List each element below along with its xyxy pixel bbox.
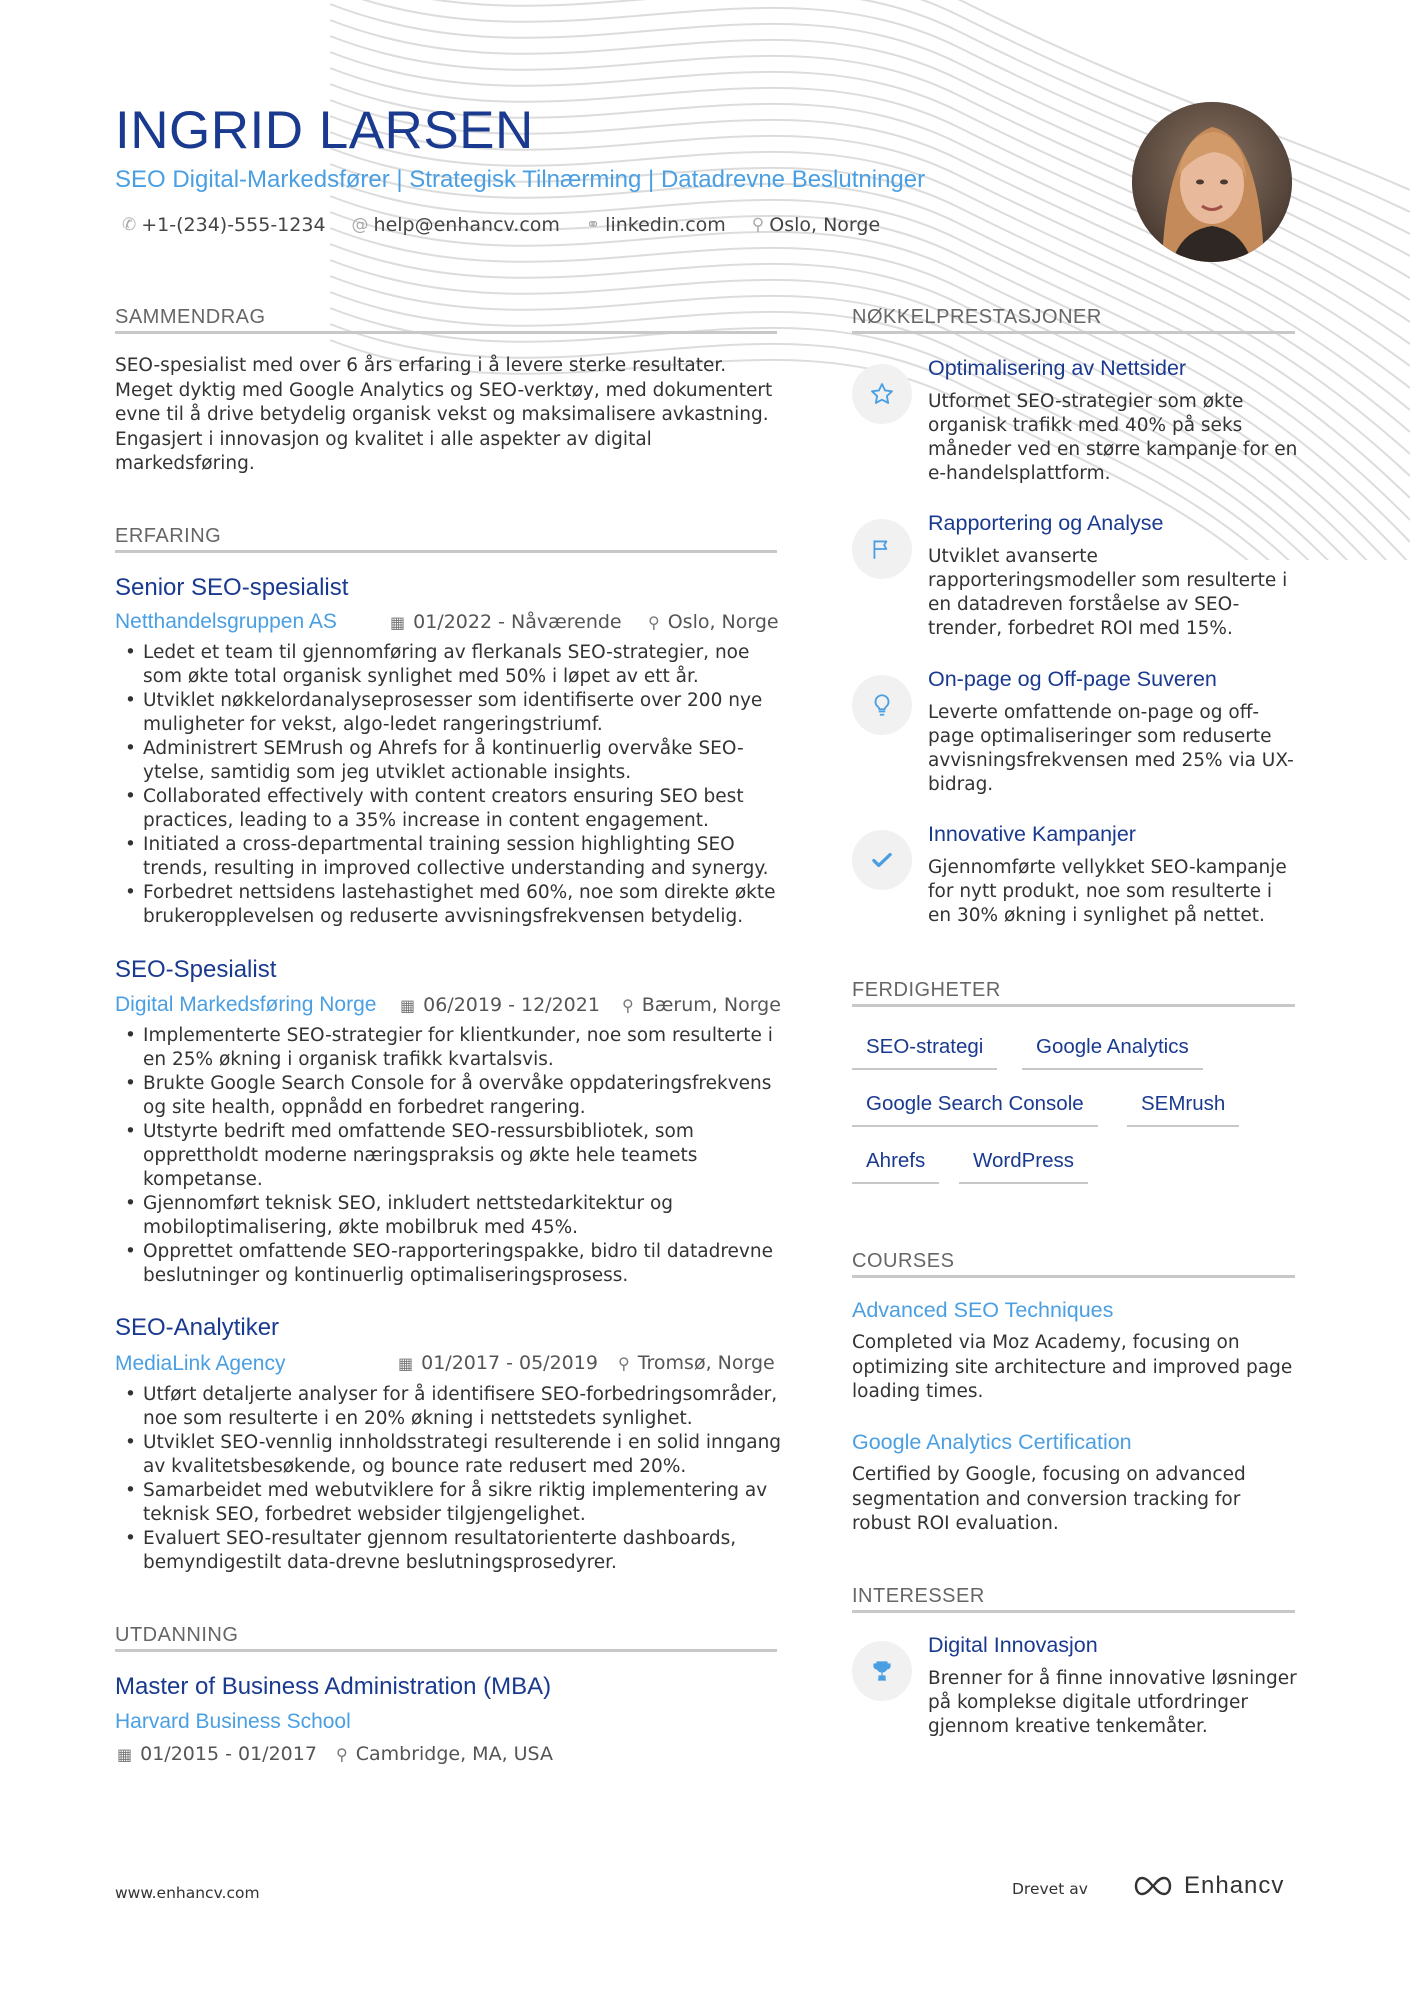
at-icon: @ (351, 215, 369, 235)
achievement-desc: Utviklet avanserte rapporteringsmodeller som resulterte i en datadreven forståelse av SEO- trender, forbedret ROI med 15%. (928, 546, 1288, 639)
section-title-achievements: NØKKELPRESTASJONER (852, 306, 1102, 328)
job-dates: ▦ 06/2019 - 12/2021 (400, 994, 600, 1016)
skill-tag: WordPress (959, 1149, 1088, 1184)
list-item: • Implementerte SEO-strategier for klientkunder, noe som resulterte i en 25% økning i organisk trafikk kvartalsvis. (115, 1024, 795, 1072)
achievement-item (852, 356, 1297, 496)
location-pin-icon: ⚲ (336, 1744, 348, 1764)
degree-title: Master of Business Administration (MBA) (115, 1673, 552, 1700)
education-location: ⚲ Cambridge, MA, USA (336, 1743, 553, 1765)
contact-location (752, 214, 880, 236)
achievement-desc: Utformet SEO-strategier som økte organisk trafikk med 40% på seks måneder ved en større kampanje for en e-handelsplattform. (928, 391, 1298, 484)
section-rule (852, 1275, 1295, 1278)
section-rule (115, 331, 777, 334)
flag-icon (852, 519, 912, 579)
achievement-title: On-page og Off-page Suveren (928, 667, 1217, 691)
company-name: MediaLink Agency (115, 1352, 286, 1375)
job-location: ⚲ Bærum, Norge (622, 994, 781, 1016)
job-bullets (115, 641, 795, 929)
linkedin-text: linkedin.com (605, 214, 726, 236)
course-title: Advanced SEO Techniques (852, 1298, 1114, 1322)
list-item: • Utviklet nøkkelordanalyseprosesser som identifiserte over 200 nye muligheter for vekst, algo-ledet rangeringstriumf. (115, 689, 795, 737)
list-item: • Brukte Google Search Console for å overvåke oppdateringsfrekvens og site health, oppnådd en forbedret rangering. (115, 1072, 795, 1120)
school-name: Harvard Business School (115, 1710, 351, 1733)
company-name: Netthandelsgruppen AS (115, 610, 337, 633)
skill-tag: Google Analytics (1022, 1035, 1203, 1070)
job-location: ⚲ Oslo, Norge (648, 611, 779, 633)
list-item: • Ledet et team til gjennomføring av flerkanals SEO-strategier, noe som økte total organisk synlighet med 50% i løpet av ett år. (115, 641, 795, 689)
section-rule (115, 1649, 777, 1652)
summary-text (115, 354, 795, 477)
portrait-photo (1132, 102, 1292, 262)
star-icon (852, 364, 912, 424)
company-name: Digital Markedsføring Norge (115, 993, 377, 1016)
candidate-tagline: SEO Digital-Markedsfører | Strategisk Tilnærming | Datadrevne Beslutninger (115, 166, 926, 193)
calendar-icon: ▦ (398, 1353, 414, 1373)
skill-tag: Ahrefs (852, 1149, 939, 1184)
summary-line: markedsføring. (115, 453, 255, 474)
calendar-icon: ▦ (390, 612, 406, 632)
link-icon: ⚭ (585, 215, 601, 235)
skill-tag: Google Search Console (852, 1092, 1098, 1127)
achievement-item (852, 822, 1297, 942)
footer-powered-by: Drevet av (1012, 1880, 1088, 1898)
list-item: • Utført detaljerte analyser for å identifisere SEO-forbedringsområder, noe som resulterte i en 20% økning i nettstedets synlighet. (115, 1383, 795, 1431)
achievement-title: Optimalisering av Nettsider (928, 356, 1187, 380)
summary-line: SEO-spesialist med over 6 års erfaring i å levere sterke resultater. (115, 355, 727, 376)
contact-bar (122, 214, 906, 236)
job-dates: ▦ 01/2017 - 05/2019 (398, 1352, 598, 1374)
location-pin-icon: ⚲ (618, 1353, 630, 1373)
summary-line: Engasjert i innovasjon og kvalitet i alle aspekter av digital (115, 428, 652, 450)
contact-phone[interactable] (122, 214, 326, 236)
phone-icon: ✆ (122, 215, 137, 235)
job-location: ⚲ Tromsø, Norge (618, 1352, 775, 1374)
enhancv-logo[interactable] (1130, 1872, 1284, 1900)
trophy-icon (852, 1641, 912, 1701)
lightbulb-icon (852, 675, 912, 735)
contact-email[interactable] (352, 214, 560, 236)
job-title: SEO-Spesialist (115, 956, 277, 983)
section-title-experience: ERFARING (115, 525, 222, 547)
checkmark-icon (852, 830, 912, 890)
job-dates: ▦ 01/2022 - Nåværende (390, 611, 622, 633)
location-pin-icon: ⚲ (622, 995, 634, 1015)
infinity-logo-icon (1130, 1873, 1176, 1899)
section-title-summary: SAMMENDRAG (115, 306, 266, 328)
achievement-desc: Gjennomførte vellykket SEO-kampanje for nytt produkt, noe som resulterte i en 30% økning i synlighet på nettet. (928, 857, 1287, 926)
interest-desc: Brenner for å finne innovative løsninger på komplekse digitale utfordringer gjennom kreative tenkemåter. (928, 1668, 1297, 1737)
section-rule (115, 550, 777, 553)
section-rule (852, 1004, 1295, 1007)
education-dates: ▦ 01/2015 - 01/2017 (117, 1743, 317, 1765)
achievement-desc: Leverte omfattende on-page og off- page optimaliseringer som reduserte avvisningsfrekvensen med 25% via UX- bidrag. (928, 702, 1294, 795)
location-pin-icon: ⚲ (751, 215, 765, 235)
section-rule (852, 331, 1295, 334)
list-item: • Samarbeidet med webutviklere for å sikre riktig implementering av teknisk SEO, forbedret websider tilgjengelighet. (115, 1479, 795, 1527)
phone-text: +1-(234)-555-1234 (141, 214, 326, 236)
list-item: • Utviklet SEO-vennlig innholdsstrategi resulterende i en solid inngang av kvalitetsbesøkende, og bounce rate redusert med 20%. (115, 1431, 795, 1479)
job-bullets (115, 1383, 795, 1575)
section-title-skills: FERDIGHETER (852, 979, 1001, 1001)
section-title-courses: COURSES (852, 1250, 955, 1272)
course-desc: Completed via Moz Academy, focusing on optimizing site architecture and improved page loading times. (852, 1332, 1293, 1402)
section-title-education: UTDANNING (115, 1624, 239, 1646)
email-text: help@enhancv.com (373, 214, 560, 236)
summary-line: Meget dyktig med Google Analytics og SEO-verktøy, med dokumentert (115, 379, 773, 401)
list-item: • Gjennomført teknisk SEO, inkludert nettstedarkitektur og mobiloptimalisering, økte mobilbruk med 45%. (115, 1192, 795, 1240)
brand-name: Enhancv (1184, 1872, 1285, 1899)
list-item: • Initiated a cross-departmental training session highlighting SEO trends, resulting in improved collective understanding and synergy. (115, 833, 795, 881)
interest-title: Digital Innovasjon (928, 1633, 1098, 1657)
skill-tag: SEO-strategi (852, 1035, 997, 1070)
calendar-icon: ▦ (400, 995, 416, 1015)
candidate-name: INGRID LARSEN (115, 101, 534, 160)
footer-website[interactable]: www.enhancv.com (115, 1884, 260, 1902)
course-desc: Certified by Google, focusing on advanced segmentation and conversion tracking for robust ROI evaluation. (852, 1464, 1246, 1534)
achievement-title: Innovative Kampanjer (928, 822, 1136, 846)
list-item: • Utstyrte bedrift med omfattende SEO-ressursbibliotek, som opprettholdt moderne næringspraksis og økte hele teamets kompetanse. (115, 1120, 795, 1192)
achievement-title: Rapportering og Analyse (928, 511, 1164, 535)
list-item: • Administrert SEMrush og Ahrefs for å kontinuerlig overvåke SEO- ytelse, samtidig som jeg utviklet actionable insights. (115, 737, 795, 785)
location-text: Oslo, Norge (769, 214, 881, 236)
list-item: • Collaborated effectively with content creators ensuring SEO best practices, leading to a 35% increase in content engagement. (115, 785, 795, 833)
list-item: • Opprettet omfattende SEO-rapporteringspakke, bidro til datadrevne beslutninger og kontinuerlig optimaliseringsprosess. (115, 1240, 795, 1288)
calendar-icon: ▦ (117, 1744, 133, 1764)
job-title: Senior SEO-spesialist (115, 574, 349, 601)
list-item: • Evaluert SEO-resultater gjennom resultatorienterte dashboards, bemyndigestilt data-drevne beslutningsprosedyrer. (115, 1527, 795, 1575)
location-pin-icon: ⚲ (648, 612, 660, 632)
achievement-item (852, 511, 1297, 651)
contact-linkedin[interactable] (586, 214, 726, 236)
job-bullets (115, 1024, 795, 1288)
job-title: SEO-Analytiker (115, 1314, 280, 1341)
skill-tag: SEMrush (1127, 1092, 1239, 1127)
section-title-interests: INTERESSER (852, 1585, 985, 1607)
achievement-item (852, 667, 1297, 807)
summary-line: evne til å drive betydelig organisk vekst og maksimalisere avkastning. (115, 404, 769, 425)
avatar (1132, 102, 1292, 262)
interest-item (852, 1633, 1297, 1743)
course-title: Google Analytics Certification (852, 1430, 1132, 1454)
section-rule (852, 1610, 1295, 1613)
list-item: • Forbedret nettsidens lastehastighet med 60%, noe som direkte økte brukeropplevelsen og reduserte avvisningsfrekvensen betydelig. (115, 881, 795, 929)
